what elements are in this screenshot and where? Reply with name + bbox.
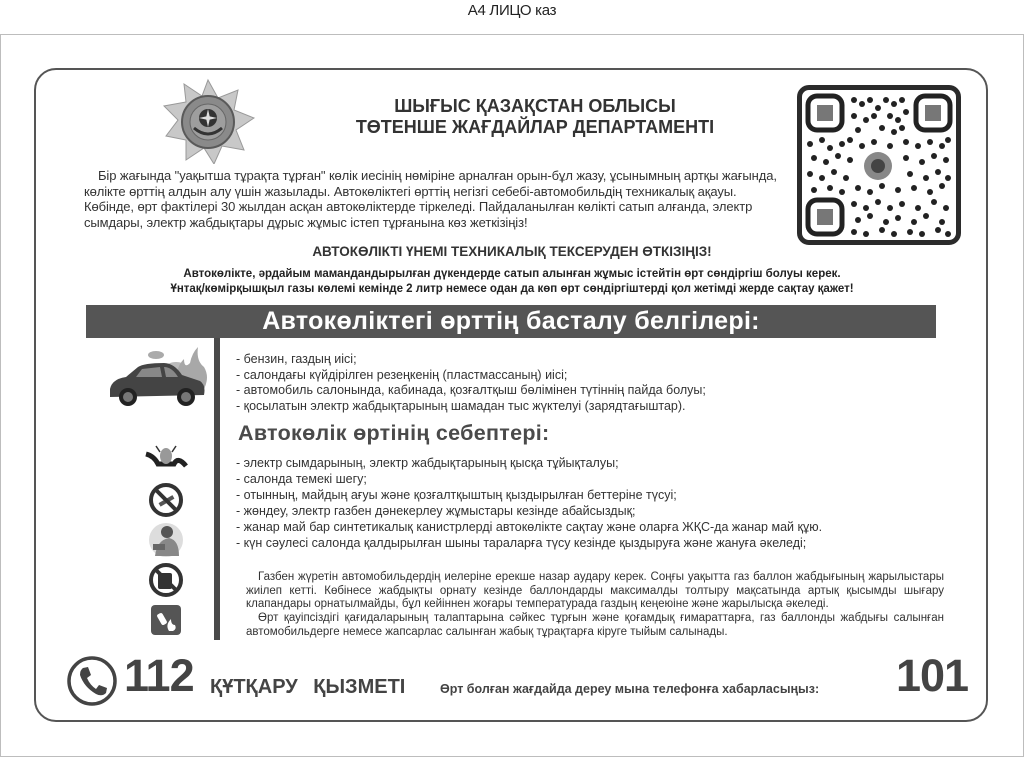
list-item: - жөндеу, электр газбен дәнекерлеу жұмыстары кезінде абайсыздық; (236, 504, 636, 518)
intro-paragraph: Бір жағында "уақытша тұрақта тұрған" көлік иесінің нөміріне арналған орын-бұл жазу, ұсынымның артқы жағында, көлікте өрттің алдын алу үшін жазылады. Автокөліктегі өрттің негізгі себебі-автомобильдің техникалық ақауы. Көбінде, өрт фактілері 30 жылдан асқан автокөліктерде тіркеледі. Пайдаланылған көлікті сатып алғанда, электр сымдары, электр жабдықтары дұрыс жұмыс істеп тұрғанына көз жеткізіңіз! (84, 168, 777, 230)
list-item: - жанар май бар синтетикалық канистрлерді автокөлікте сақтау және оларға ЖҚС-да жанар май құю. (236, 520, 823, 534)
list-item: - күн сәулесі салонда қалдырылған шыны тараларға түсу кезінде қыздыруға және жануға әкеледі; (236, 536, 807, 550)
no-fuel-canister-icon (148, 562, 184, 598)
fire-phone-number[interactable]: 101 (896, 650, 969, 701)
emergency-department-emblem-icon (160, 78, 256, 164)
fire-causes-list (236, 455, 822, 551)
signs-section-heading: Автокөліктегі өрттің басталу белгілері: (86, 305, 936, 338)
department-title (270, 96, 800, 138)
phone-icon (66, 655, 118, 707)
notice-line-1: Автокөлікте, әрдайым мамандандырылған дүкендерде сатып алынған жұмыс істейтін өрт сөндіргіш болуы керек. (183, 268, 841, 280)
burning-car-icon (104, 345, 212, 413)
gas-vehicles-section (246, 571, 944, 640)
gas-paragraph-2: Өрт қауіпсіздігі қағидаларының талаптарына сәйкес тұрғын және қоғамдық ғимараттарға, газ баллонды жабдығы салынған автомобильдерге немесе жапсарлас салынған жабық тұрақтарға кіруге тыйым салынады. (246, 612, 944, 638)
gas-paragraph-1: Газбен жүретін автомобильдердің иелеріне ерекше назар аудару керек. Соңғы уақытта газ баллон жабдығының жарылыстары жиілеп кетті. Көбінесе жабдықты орнату кезінде баллондарды максималды толтыру мақсатында артық қысымды шығару клапандары орнатылмайды, бұл кейіннен жоғары температурада газдың кеңеюіне және жарылысқа әкеледі. (246, 571, 944, 611)
list-item: - отынның, майдың ағуы және қозғалтқыштың қыздырылған беттеріне түсуі; (236, 488, 677, 502)
department-name: ТӨТЕНШЕ ЖАҒДАЙЛАР ДЕПАРТАМЕНТІ (355, 117, 715, 137)
list-item: - бензин, газдың иісі; (236, 352, 357, 366)
list-item: - салонда темекі шегу; (236, 472, 367, 486)
rescue-phone-number[interactable]: 112 (124, 650, 194, 701)
document-title: A4 ЛИЦО каз (467, 2, 557, 19)
list-item: - автомобиль салонында, кабинада, қозғалтқыш бөлімінен түтіннің пайда болуы; (236, 383, 706, 397)
notice-line-2: Ұнтақ/көмірқышқыл газы көлемі кемінде 2 литр немесе одан да көп өрт сөндіргіштерді қол жетімді жерде сақтау қажет! (170, 283, 854, 295)
vertical-divider (214, 338, 220, 640)
list-item: - салондағы күйдірілген резеңкенің (пластмассаның) иісі; (236, 367, 568, 382)
fire-extinguisher-icon (151, 605, 181, 635)
call-instruction: Өрт болған жағдайда дереу мына телефонға хабарласыңыз: (440, 682, 820, 696)
no-smoking-icon (148, 482, 184, 518)
rescue-service-label: ҚҰТҚАРУ ҚЫЗМЕТІ (210, 676, 406, 698)
qr-code-icon[interactable] (797, 85, 961, 245)
fire-signs-list (236, 352, 706, 414)
list-item: - электр сымдарының, электр жабдықтарының қысқа тұйықталуы; (236, 456, 619, 470)
welder-icon (147, 522, 185, 558)
causes-section-heading: Автокөлік өртінің себептері: (238, 421, 550, 445)
list-item: - қосылатын электр жабдықтарының шамадан тыс жүктелуі (зарядтағыштар). (236, 398, 686, 413)
inspection-call-to-action: АВТОКӨЛІКТІ ҮНЕМІ ТЕХНИКАЛЫҚ ТЕКСЕРУДЕН ӨТКІЗІҢІЗ! (312, 244, 712, 259)
short-circuit-icon (144, 444, 188, 476)
cause-icons-column (140, 440, 192, 640)
region-name: ШЫҒЫС ҚАЗАҚСТАН ОБЛЫСЫ (394, 96, 676, 116)
extinguisher-notice (90, 267, 934, 297)
emergency-footer (66, 650, 969, 708)
